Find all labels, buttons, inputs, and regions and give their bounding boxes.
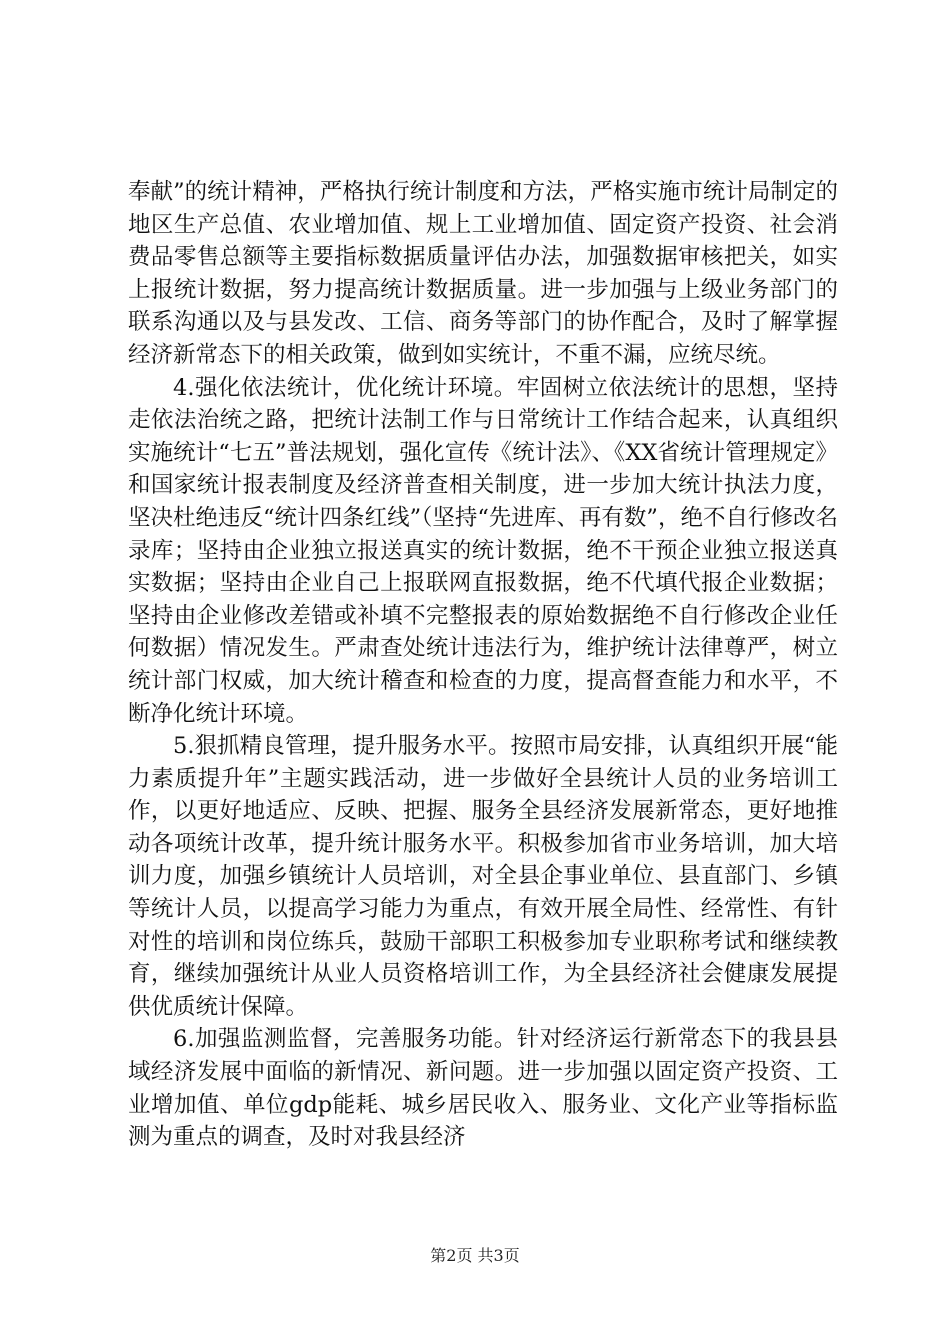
paragraph-item-5: 5.狠抓精良管理，提升服务水平。按照市局安排，认真组织开展“能力素质提升年”主题实践活动，进一步做好全县统计人员的业务培训工作，以更好地适应、反映、把握、服务全县经济发展新常态，更好地推动各项统计改革，提升统计服务水平。积极参加省市业务培训，加大培训力度，加强乡镇统计人员培训，对全县企事业单位、县直部门、乡镇等统计人员，以提高学习能力为重点，有效开展全局性、经常性、有针对性的培训和岗位练兵，鼓励干部职工积极参加专业职称考试和继续教育，继续加强统计从业人员资格培训工作，为全县经济社会健康发展提供优质统计保障。 [128, 733, 838, 1020]
paragraph-item-4: 4.强化依法统计，优化统计环境。牢固树立依法统计的思想，坚持走依法治统之路，把统计法制工作与日常统计工作结合起来，认真组织实施统计“七五”普法规划，强化宣传《统计法》、《XX省统计管理规定》和国家统计报表制度及经济普查相关制度，进一步加大统计执法力度，坚决杜绝违反“统计四条红线”（坚持“先进库、再有数”，绝不自行修改名录库；坚持由企业独立报送真实的统计数据，绝不干预企业独立报送真实数据；坚持由企业自己上报联网直报数据，绝不代填代报企业数据；坚持由企业修改差错或补填不完整报表的原始数据绝不自行修改企业任何数据）情况发生。严肃查处统计违法行为，维护统计法律尊严，树立统计部门权威，加大统计稽查和检查的力度，提高督查能力和水平，不断净化统计环境。 [128, 374, 838, 727]
page-footer: 第2页 共3页 [430, 1246, 520, 1265]
document-body [128, 176, 838, 1154]
paragraph-item-6: 6.加强监测监督，完善服务功能。针对经济运行新常态下的我县县域经济发展中面临的新情况、新问题。进一步加强以固定资产投资、工业增加值、单位gdp能耗、城乡居民收入、服务业、文化产业等指标监测为重点的调查，及时对我县经济 [128, 1026, 838, 1151]
paragraph-continuation: 奉献”的统计精神，严格执行统计制度和方法，严格实施市统计局制定的地区生产总值、农业增加值、规上工业增加值、固定资产投资、社会消费品零售总额等主要指标数据质量评估办法，加强数据审核把关，如实上报统计数据，努力提高统计数据质量。进一步加强与上级业务部门的联系沟通以及与县发改、工信、商务等部门的协作配合，及时了解掌握经济新常态下的相关政策，做到如实统计，不重不漏，应统尽统。 [128, 179, 838, 368]
